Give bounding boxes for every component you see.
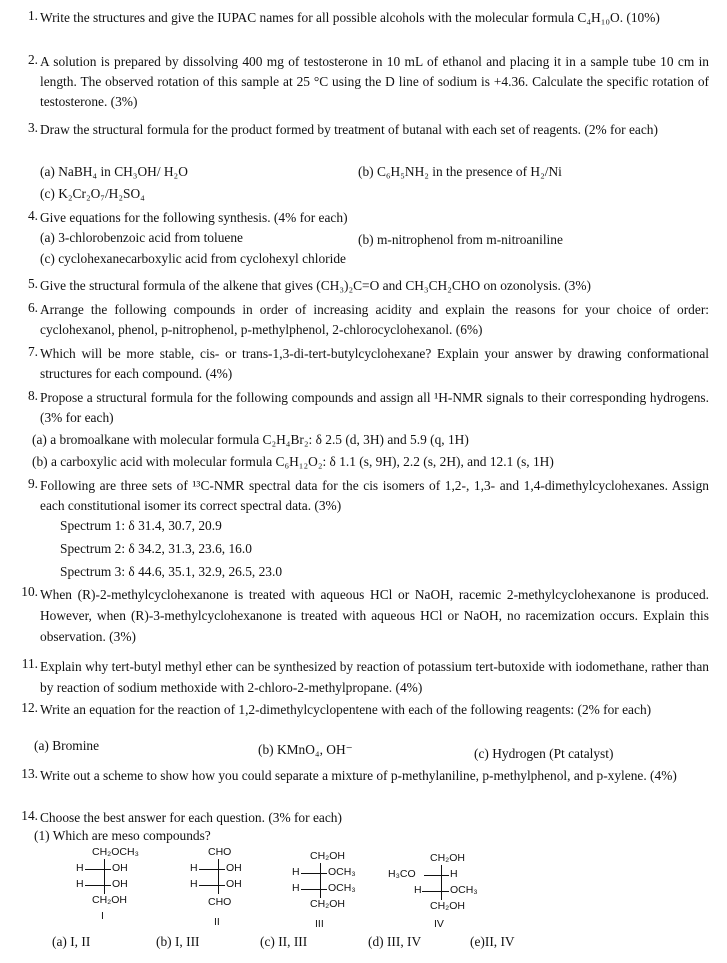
question-text: A solution is prepared by dissolving 400 mg of testosterone in 10 mL of ethanol and placing it in a sample tube 10 cm in length. The observed rotation of this sample at 25 °C using the D line of sodium is +4.36. Calculate the specific rotation of testosterone. (3%) xyxy=(40,54,709,109)
question-number: 2. xyxy=(27,52,38,67)
fischer-projection-IV xyxy=(388,852,488,932)
row2-left: H xyxy=(76,878,84,890)
option-a: (a) Bromine xyxy=(34,738,100,753)
question-number: 8. xyxy=(27,388,38,403)
question-text: Arrange the following compounds in order of increasing acidity and explain the reasons for your choice of order: cyclohexanol, phenol, p-nitrophenol, p-methylphenol, 2-chlorocyclohexanol. (6%) xyxy=(40,302,709,337)
answer-b: (b) I, III xyxy=(156,934,200,949)
spectrum-3: Spectrum 3: δ 44.6, 35.1, 32.9, 26.5, 23.0 xyxy=(60,564,283,579)
answer-a: (a) I, II xyxy=(52,934,91,949)
horizontal-bond xyxy=(85,869,111,870)
top-group: CH₂OH xyxy=(310,850,345,862)
horizontal-bond xyxy=(199,885,225,886)
top-group: CH₂OH xyxy=(430,852,465,864)
question-text: Which will be more stable, cis- or trans-1,3-di-tert-butylcyclohexane? Explain your answer by drawing conformational structures for each compound. (4%) xyxy=(40,346,709,381)
question-text: Propose a structural formula for the following compounds and assign all ¹H-NMR signals to their corresponding hydrogens. (3% for each) xyxy=(40,390,709,425)
question-text: Write an equation for the reaction of 1,2-dimethylcyclopentene with each of the following reagents: (2% for each) xyxy=(40,702,652,717)
row2-right: OCH₃ xyxy=(328,882,356,894)
row1-left: H xyxy=(190,862,198,874)
structure-label: III xyxy=(315,918,324,930)
answer-e: (e)II, IV xyxy=(470,934,515,949)
horizontal-bond xyxy=(301,889,327,890)
vertical-bond xyxy=(218,859,219,894)
answer-c: (c) II, III xyxy=(260,934,308,949)
row1-left: H xyxy=(76,862,84,874)
question-text: Give equations for the following synthesis. (4% for each) xyxy=(40,210,348,225)
question-text: Write out a scheme to show how you could separate a mixture of p-methylaniline, p-methylphenol, and p-xylene. (4%) xyxy=(40,768,677,783)
bottom-group: CH₂OH xyxy=(310,898,345,910)
top-group: CHO xyxy=(208,846,232,858)
vertical-bond xyxy=(320,863,321,898)
fischer-projection-I xyxy=(76,846,166,926)
row2-right: OH xyxy=(226,878,242,890)
question-number: 6. xyxy=(27,300,38,315)
question-number: 9. xyxy=(27,476,38,491)
option-c: (c) Hydrogen (Pt catalyst) xyxy=(474,746,614,761)
question-number: 14. xyxy=(21,808,38,823)
row1-left: H₃CO xyxy=(388,868,416,880)
question-number: 4. xyxy=(27,208,38,223)
question-text: Choose the best answer for each question. (3% for each) xyxy=(40,810,342,825)
fischer-projection-III xyxy=(290,850,380,930)
horizontal-bond xyxy=(199,869,225,870)
question-text: Draw the structural formula for the product formed by treatment of butanal with each set of reagents. (2% for each) xyxy=(40,122,658,137)
option-b: (b) a carboxylic acid with molecular formula C₆H₁₂O₂: δ 1.1 (s, 9H), 2.2 (s, 2H), and 12.1 (s, 1H) xyxy=(32,454,554,469)
question-number: 7. xyxy=(27,344,38,359)
row2-left: H xyxy=(414,884,422,896)
structure-label: IV xyxy=(434,918,444,930)
question-text: Following are three sets of ¹³C-NMR spectral data for the cis isomers of 1,2-, 1,3- and 1,4-dimethylcyclohexanes. Assign each constitutional isomer its correct spectral data. (3%) xyxy=(40,478,709,513)
question-number: 12. xyxy=(21,700,38,715)
answer-d: (d) III, IV xyxy=(368,934,422,949)
question-text: Explain why tert-butyl methyl ether can be synthesized by reaction of potassium tert-butoxide with iodomethane, rather than by reaction of sodium methoxide with 2-chloro-2-methylpropane. (4%) xyxy=(40,659,709,695)
question-text: Write the structures and give the IUPAC names for all possible alcohols with the molecular formula C₄H₁₀O. (10%) xyxy=(40,10,660,25)
question-text: Give the structural formula of the alkene that gives (CH₃)₂C=O and CH₃CH₂CHO on ozonolysis. (3%) xyxy=(40,278,591,293)
horizontal-bond xyxy=(422,891,449,892)
row1-right: OCH₃ xyxy=(328,866,356,878)
vertical-bond xyxy=(104,859,105,894)
row2-right: OH xyxy=(112,878,128,890)
row1-right: OH xyxy=(226,862,242,874)
spectrum-1: Spectrum 1: δ 31.4, 30.7, 20.9 xyxy=(60,518,222,533)
question-text: When (R)-2-methylcyclohexanone is treated with aqueous HCl or NaOH, racemic 2-methylcyclohexanone is produced. However, when (R)-3-methylcyclohexanone is treated with aqueous HCl or NaOH, no racemization occurs. Explain this observation. (3%) xyxy=(40,587,709,644)
horizontal-bond xyxy=(301,873,327,874)
question-number: 3. xyxy=(27,120,38,135)
horizontal-bond xyxy=(424,875,449,876)
question-number: 11. xyxy=(21,656,38,671)
vertical-bond xyxy=(441,865,442,900)
row2-left: H xyxy=(190,878,198,890)
subquestion-1: (1) Which are meso compounds? xyxy=(34,828,211,843)
structure-label: II xyxy=(214,916,220,928)
horizontal-bond xyxy=(85,885,111,886)
row1-right: H xyxy=(450,868,458,880)
option-a: (a) a bromoalkane with molecular formula C₂H₄Br₂: δ 2.5 (d, 3H) and 5.9 (q, 1H) xyxy=(32,432,469,447)
option-b: (b) m-nitrophenol from m-nitroaniline xyxy=(358,232,563,247)
row1-left: H xyxy=(292,866,300,878)
option-b: (b) C₆H₅NH₂ in the presence of H₂/Ni xyxy=(358,164,562,179)
row1-right: OH xyxy=(112,862,128,874)
fischer-projection-II xyxy=(190,846,260,926)
bottom-group: CHO xyxy=(208,896,232,908)
question-number: 5. xyxy=(27,276,38,291)
structure-label: I xyxy=(101,910,104,922)
question-number: 13. xyxy=(21,766,38,781)
question-number: 1. xyxy=(27,8,38,23)
question-number: 10. xyxy=(21,584,38,599)
bottom-group: CH₂OH xyxy=(430,900,465,912)
option-b: (b) KMnO₄, OH⁻ xyxy=(258,742,353,757)
option-c: (c) cyclohexanecarboxylic acid from cyclohexyl chloride xyxy=(40,251,346,266)
option-a: (a) NaBH₄ in CH₃OH/ H₂O xyxy=(40,164,188,179)
option-a: (a) 3-chlorobenzoic acid from toluene xyxy=(40,230,243,245)
bottom-group: CH₂OH xyxy=(92,894,127,906)
row2-left: H xyxy=(292,882,300,894)
spectrum-2: Spectrum 2: δ 34.2, 31.3, 23.6, 16.0 xyxy=(60,541,252,556)
top-group: CH₂OCH₃ xyxy=(92,846,139,858)
row2-right: OCH₃ xyxy=(450,884,478,896)
option-c: (c) K₂Cr₂O₇/H₂SO₄ xyxy=(40,186,145,201)
